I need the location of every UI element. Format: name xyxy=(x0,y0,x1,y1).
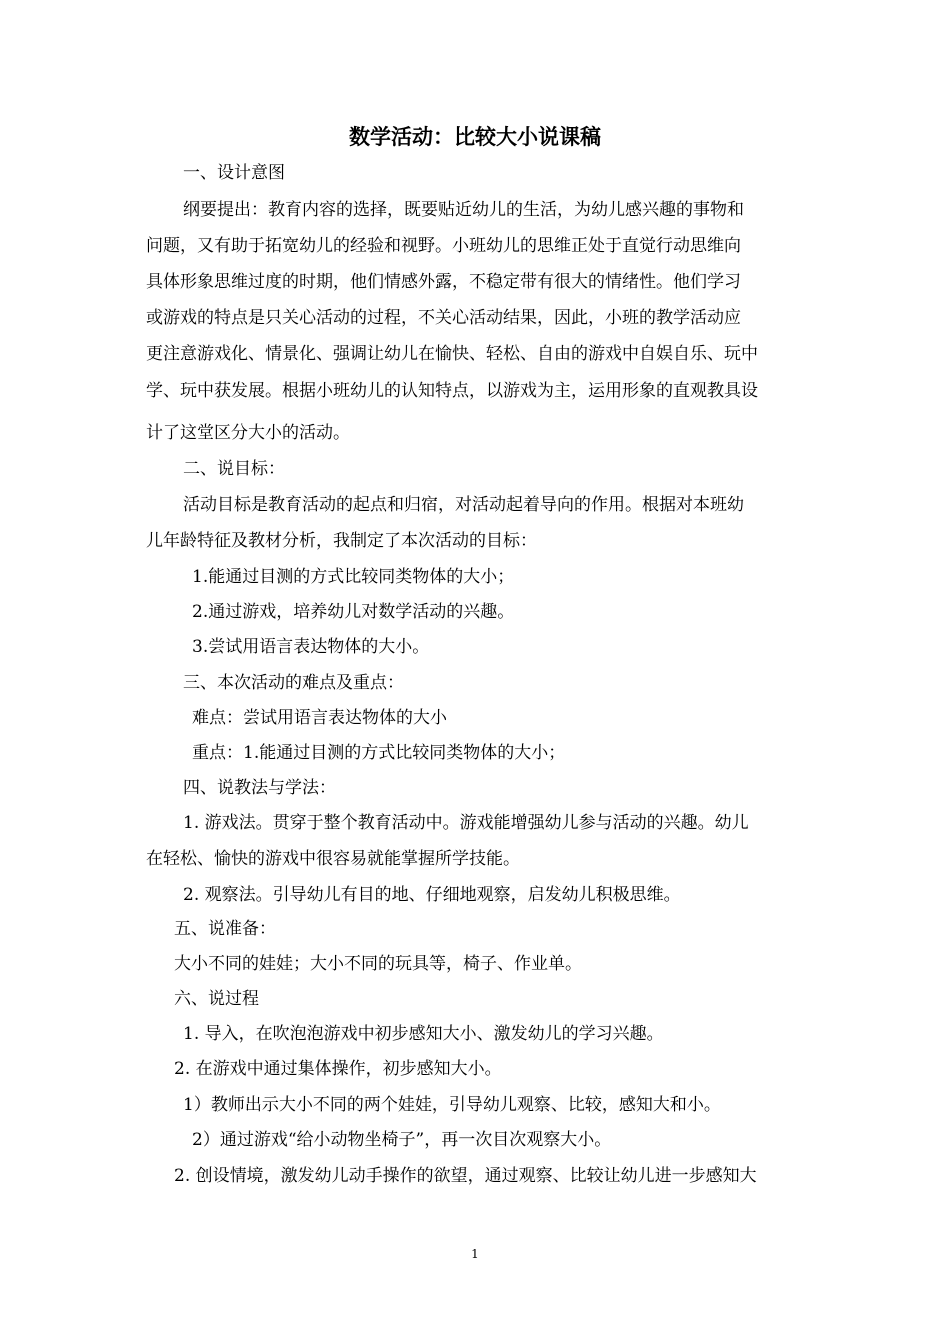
paragraph-line: 更注意游戏化、情景化、强调让幼儿在愉快、轻松、自由的游戏中自娱自乐、玩中 xyxy=(146,344,758,364)
goal-item: 1.能通过目测的方式比较同类物体的大小； xyxy=(192,567,515,587)
paragraph-line: 问题，又有助于拓宽幼儿的经验和视野。小班幼儿的思维正处于直觉行动思维向 xyxy=(146,236,741,256)
process-subitem: 1）教师出示大小不同的两个娃娃，引导幼儿观察、比较，感知大和小。 xyxy=(183,1095,721,1115)
process-item: 2. 在游戏中通过集体操作，初步感知大小。 xyxy=(174,1059,502,1079)
method-item: 1. 游戏法。贯穿于整个教育活动中。游戏能增强幼儿参与活动的兴趣。幼儿 xyxy=(183,813,749,833)
paragraph-line: 学、玩中获发展。根据小班幼儿的认知特点，以游戏为主，运用形象的直观教具设 xyxy=(146,381,758,401)
section-heading-preparation: 五、说准备： xyxy=(174,919,276,939)
process-item: 2. 创设情境，激发幼儿动手操作的欲望，通过观察、比较让幼儿进一步感知大 xyxy=(174,1166,757,1186)
paragraph-line: 在轻松、愉快的游戏中很容易就能掌握所学技能。 xyxy=(146,849,520,869)
section-heading-methods: 四、说教法与学法： xyxy=(183,778,336,798)
paragraph-line: 儿年龄特征及教材分析，我制定了本次活动的目标： xyxy=(146,531,537,551)
section-heading-design-intent: 一、设计意图 xyxy=(183,163,285,183)
paragraph-line: 大小不同的娃娃；大小不同的玩具等，椅子、作业单。 xyxy=(174,954,582,974)
method-item: 2. 观察法。引导幼儿有目的地、仔细地观察，启发幼儿积极思维。 xyxy=(183,885,681,905)
section-heading-goals: 二、说目标： xyxy=(183,459,285,479)
document-title: 数学活动：比较大小说课稿 xyxy=(349,125,601,149)
key-point-line: 重点：1.能通过目测的方式比较同类物体的大小； xyxy=(192,743,566,763)
paragraph-line: 纲要提出：教育内容的选择，既要贴近幼儿的生活，为幼儿感兴趣的事物和 xyxy=(183,200,744,220)
difficulty-line: 难点：尝试用语言表达物体的大小 xyxy=(192,708,447,728)
page-number: 1 xyxy=(471,1247,479,1261)
section-heading-process: 六、说过程 xyxy=(174,989,259,1009)
paragraph-line: 具体形象思维过度的时期，他们情感外露，不稳定带有很大的情绪性。他们学习 xyxy=(146,272,741,292)
goal-item: 3.尝试用语言表达物体的大小。 xyxy=(192,637,430,657)
goal-item: 2.通过游戏，培养幼儿对数学活动的兴趣。 xyxy=(192,602,515,622)
paragraph-line: 活动目标是教育活动的起点和归宿，对活动起着导向的作用。根据对本班幼 xyxy=(183,495,744,515)
process-item: 1. 导入，在吹泡泡游戏中初步感知大小、激发幼儿的学习兴趣。 xyxy=(183,1024,664,1044)
section-heading-difficulty: 三、本次活动的难点及重点： xyxy=(183,673,404,693)
paragraph-line: 计了这堂区分大小的活动。 xyxy=(146,423,350,443)
paragraph-line: 或游戏的特点是只关心活动的过程，不关心活动结果，因此，小班的教学活动应 xyxy=(146,308,741,328)
process-subitem: 2）通过游戏“给小动物坐椅子”，再一次目次观察大小。 xyxy=(192,1130,612,1150)
